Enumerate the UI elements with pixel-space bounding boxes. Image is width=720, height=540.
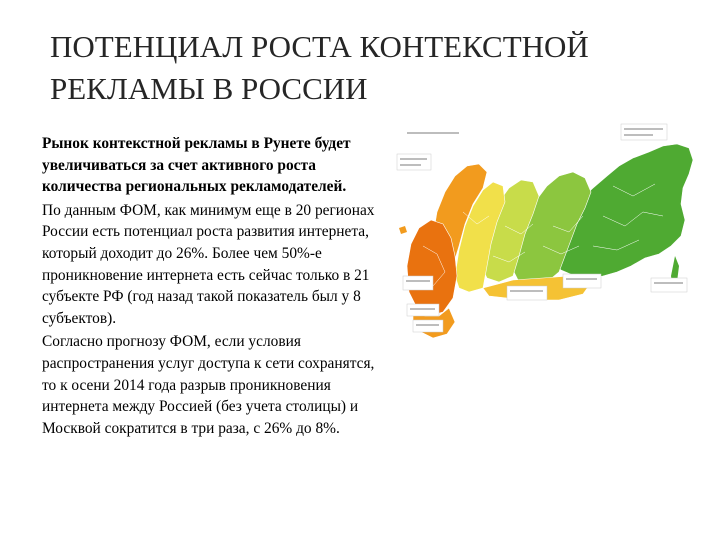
map-callout-north-west [397, 154, 431, 170]
slide-title-line-1: ПОТЕНЦИАЛ РОСТА КОНТЕКСТНОЙ [50, 29, 589, 64]
russia-map-image [393, 116, 701, 348]
slide-title [50, 26, 710, 110]
russia-regions-map [393, 116, 701, 348]
map-region-kaliningrad [399, 226, 407, 234]
lead-paragraph: Рынок контекстной рекламы в Рунете будет увеличиваться за счет активного роста количества региональных рекламодателей. [42, 135, 351, 196]
slide-title-line-2: РЕКЛАМЫ В РОССИИ [50, 71, 368, 106]
fom-paragraph: По данным ФОМ, как минимум еще в 20 регионах России есть потенциал роста развития интернета, который доходит до 26%. Более чем 50%-е проникновение интернета есть сейчас только в 21 субъекте РФ (год назад такой показатель был у 8 субъектов). [42, 201, 375, 327]
map-callout-far-east [621, 124, 667, 140]
body-text [42, 133, 387, 441]
map-callout-urals [507, 286, 547, 300]
map-callout-far-east-south [651, 278, 687, 292]
forecast-paragraph: Согласно прогнозу ФОМ, если условия распространения услуг доступа к сети сохранятся, то к осени 2014 года разрыв проникновения интернета между Россией (без учета столицы) и Москвой сократится в три раза, с 26% до 8%. [42, 333, 375, 437]
map-callout-central [403, 276, 433, 290]
map-callout-siberia [563, 274, 601, 288]
